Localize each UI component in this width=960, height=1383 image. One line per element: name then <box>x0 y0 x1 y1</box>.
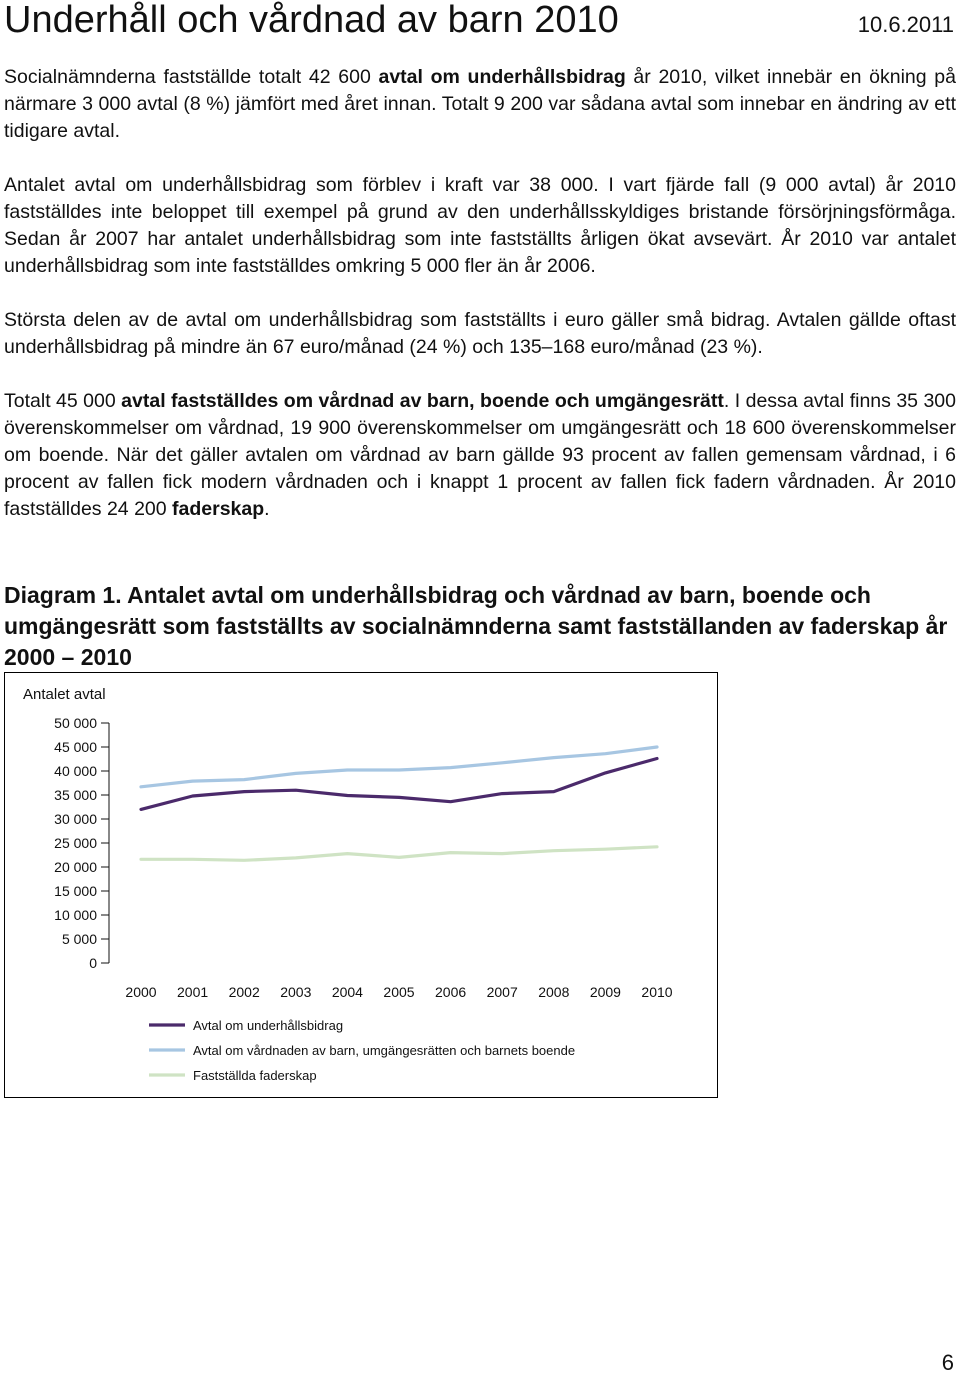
x-tick-label: 2002 <box>228 984 260 1000</box>
y-tick-label: 25 000 <box>54 835 97 851</box>
page-header <box>4 0 956 44</box>
x-tick-label: 2000 <box>125 984 157 1000</box>
paragraph <box>4 388 956 523</box>
chart-box <box>4 672 718 1098</box>
x-tick-label: 2008 <box>538 984 570 1000</box>
y-tick-label: 45 000 <box>54 739 97 755</box>
y-tick-label: 50 000 <box>54 715 97 731</box>
paragraph <box>4 64 956 145</box>
x-tick-label: 2003 <box>280 984 312 1000</box>
y-tick-label: 35 000 <box>54 787 97 803</box>
y-tick-label: 5 000 <box>61 931 97 947</box>
bold-run: avtal fastställdes om vårdnad av barn, boende och umgängesrätt <box>121 390 724 412</box>
document-title: Underhåll och vårdnad av barn 2010 <box>4 0 619 41</box>
x-tick-label: 2006 <box>435 984 467 1000</box>
line-chart <box>5 673 719 1099</box>
legend-label: Avtal om underhållsbidrag <box>193 1018 344 1033</box>
text-run: Största delen av de avtal om underhållsbidrag som fastställts i euro gäller små bidrag. Avtalen gällde oftast underhållsbidrag på mindre än 67 euro/månad (24 %) och 135–168 euro/månad (23 %). <box>4 309 956 358</box>
bold-run: faderskap <box>172 498 265 520</box>
text-run: år 2010, vilket innebär en ökning på närmare 3 000 avtal (8 %) jämfört med året innan. Totalt 9 200 var sådana avtal som innebar en ändring av ett tidigare avtal. <box>4 66 956 142</box>
x-tick-label: 2010 <box>641 984 673 1000</box>
paragraph <box>4 307 956 361</box>
x-tick-label: 2009 <box>589 984 621 1000</box>
x-tick-label: 2001 <box>177 984 209 1000</box>
series-line-1 <box>141 759 657 810</box>
series-line-3 <box>141 847 657 861</box>
y-axis-label: Antalet avtal <box>23 686 106 703</box>
diagram-caption: Diagram 1. Antalet avtal om underhållsbidrag och vårdnad av barn, boende och umgängesrätt som fastställts av socialnämnderna samt fastställanden av faderskap år 2000 – 2010 <box>4 582 948 670</box>
y-tick-label: 30 000 <box>54 811 97 827</box>
text-run: . I dessa avtal finns 35 300 överenskommelser om vårdnad, 19 900 överenskommelser om umgängesrätt och 18 600 överenskommelser om boende. När det gäller avtalen om vårdnad av barn gällde 93 procent av fallen gemensam vårdnad, i 6 procent av fallen fick modern vårdnaden och i knappt 1 procent av fallen fick fadern vårdnaden. År 2010 fastställdes 24 200 <box>4 390 956 520</box>
text-run: Totalt 45 000 <box>4 390 122 412</box>
y-tick-label: 15 000 <box>54 883 97 899</box>
legend-label: Fastställda faderskap <box>193 1068 317 1083</box>
body-text <box>4 64 956 550</box>
document-date: 10.6.2011 <box>857 12 954 37</box>
text-run: . <box>264 498 270 520</box>
bold-run: avtal om underhållsbidrag <box>378 66 626 88</box>
y-tick-label: 10 000 <box>54 907 97 923</box>
text-run: Antalet avtal om underhållsbidrag som förblev i kraft var 38 000. I vart fjärde fall (9 000 avtal) år 2010 fastställdes inte beloppet till exempel på grund av den underhållsskyldiges bristande försörjningsförmåga. Sedan år 2007 har antalet underhållsbidrag som inte fastställts årligen ökat avsevärt. År 2010 var antalet underhållsbidrag som inte fastställdes omkring 5 000 fler än år 2006. <box>4 174 956 277</box>
page-number: 6 <box>941 1350 954 1375</box>
y-tick-label: 40 000 <box>54 763 97 779</box>
y-tick-label: 20 000 <box>54 859 97 875</box>
x-tick-label: 2005 <box>383 984 415 1000</box>
paragraph <box>4 172 956 280</box>
x-tick-label: 2007 <box>486 984 518 1000</box>
x-tick-label: 2004 <box>331 984 363 1000</box>
y-tick-label: 0 <box>89 955 97 971</box>
text-run: Socialnämnderna fastställde totalt 42 600 <box>4 66 379 88</box>
legend-label: Avtal om vårdnaden av barn, umgängesrätten och barnets boende <box>193 1043 576 1058</box>
